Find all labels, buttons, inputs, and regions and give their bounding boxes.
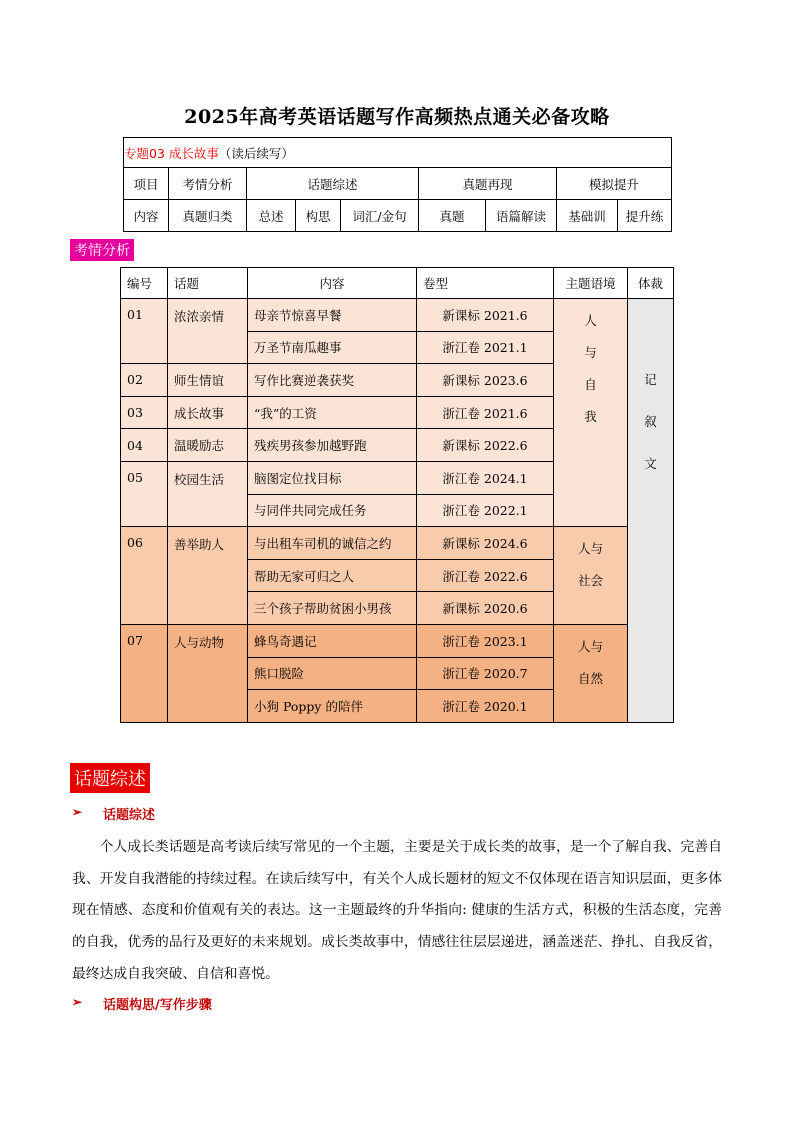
context-line: 人与 xyxy=(577,541,603,557)
context-nature xyxy=(554,624,628,722)
header-cell: 基础训 xyxy=(557,200,618,232)
exam-cell: 浙江卷 2023.1 xyxy=(417,624,554,657)
col-header: 主题语境 xyxy=(554,268,628,299)
content-cell: 熊口脱险 xyxy=(248,657,417,690)
genre-char: 记 xyxy=(644,372,657,387)
topic-name: 善举助人 xyxy=(168,527,248,625)
context-char: 与 xyxy=(584,345,597,360)
col-header: 卷型 xyxy=(417,268,554,299)
exam-cell: 新课标 2020.6 xyxy=(417,592,554,625)
content-cell: 脑图定位找目标 xyxy=(248,461,417,494)
genre-char: 叙 xyxy=(644,414,657,429)
header-cell: 项目 xyxy=(124,168,169,200)
context-char: 自 xyxy=(584,377,597,392)
context-self xyxy=(554,299,628,527)
context-line: 自然 xyxy=(577,670,603,686)
topic-no: 05 xyxy=(121,461,168,526)
header-cell: 真题归类 xyxy=(169,200,247,232)
header-cell: 总述 xyxy=(247,200,296,232)
content-cell: 帮助无家可归之人 xyxy=(248,559,417,592)
topic-name: 成长故事 xyxy=(168,396,248,429)
subheading-overview: 话题综述 xyxy=(103,808,156,823)
exam-cell: 新课标 2021.6 xyxy=(417,299,554,332)
arrow-bullet-icon: ➢ xyxy=(72,995,83,1009)
topic-no: 02 xyxy=(121,364,168,397)
header-cell: 提升练 xyxy=(618,200,672,232)
exam-cell: 浙江卷 2020.7 xyxy=(417,657,554,690)
exam-cell: 浙江卷 2021.6 xyxy=(417,396,554,429)
topic-no: 07 xyxy=(121,624,168,722)
content-cell: 写作比赛逆袭获奖 xyxy=(248,364,417,397)
content-cell: 与出租车司机的诚信之约 xyxy=(248,527,417,560)
topic-name: 温暖励志 xyxy=(168,429,248,462)
genre-cell xyxy=(628,299,674,723)
exam-cell: 新课标 2023.6 xyxy=(417,364,554,397)
genre-char: 文 xyxy=(644,456,657,471)
col-header: 话题 xyxy=(168,268,248,299)
topic-name: 校园生活 xyxy=(168,461,248,526)
context-char: 我 xyxy=(584,409,597,424)
page-title: 2025年高考英语话题写作高频热点通关必备攻略 xyxy=(184,106,610,128)
topic-table xyxy=(120,267,674,723)
content-cell: 母亲节惊喜早餐 xyxy=(248,299,417,332)
header-cell: 构思 xyxy=(296,200,341,232)
section-tag-overview: 话题综述 xyxy=(70,763,150,793)
topic-name: 人与动物 xyxy=(168,624,248,722)
topic-no: 03 xyxy=(121,396,168,429)
exam-cell: 新课标 2024.6 xyxy=(417,527,554,560)
header-cell: 考情分析 xyxy=(169,168,247,200)
context-society xyxy=(554,527,628,625)
exam-cell: 浙江卷 2021.1 xyxy=(417,331,554,364)
exam-cell: 浙江卷 2020.1 xyxy=(417,690,554,723)
col-header: 编号 xyxy=(121,268,168,299)
topic-suffix: （读后续写） xyxy=(218,145,294,161)
exam-cell: 浙江卷 2024.1 xyxy=(417,461,554,494)
arrow-bullet-icon: ➢ xyxy=(72,805,83,819)
topic-no: 04 xyxy=(121,429,168,462)
header-cell: 词汇/金句 xyxy=(341,200,419,232)
topic-label: 专题03 成长故事 xyxy=(124,145,219,161)
section-tag-analysis: 考情分析 xyxy=(70,239,134,261)
exam-cell: 浙江卷 2022.6 xyxy=(417,559,554,592)
exam-cell: 浙江卷 2022.1 xyxy=(417,494,554,527)
context-line: 社会 xyxy=(577,573,603,589)
topic-name: 师生情谊 xyxy=(168,364,248,397)
header-cell: 语篇解读 xyxy=(486,200,557,232)
header-cell: 真题再现 xyxy=(419,168,557,200)
topic-no: 01 xyxy=(121,299,168,364)
topic-name: 浓浓亲情 xyxy=(168,299,248,364)
content-cell: 蜂鸟奇遇记 xyxy=(248,624,417,657)
content-cell: 残疾男孩参加越野跑 xyxy=(248,429,417,462)
subheading-writing-steps: 话题构思/写作步骤 xyxy=(103,998,212,1013)
overview-paragraph: 个人成长类话题是高考读后续写常见的一个主题，主要是关于成长类的故事，是一个了解自我、完善自我、开发自我潜能的持续过程。在读后续写中，有关个人成长题材的短文不仅体现在语言知识层面，更多体现在情感、态度和价值观有关的表达。这一主题最终的升华指向: 健康的生活方式，积极的生活态度，完善的自我，优秀的品行及更好的未来规划。成长类故事中，情感往往层层递进，涵盖迷茫、挣扎、自我反省，最终达成自我突破、自信和喜悦。 xyxy=(72,839,722,982)
content-cell: 小狗 Poppy 的陪伴 xyxy=(248,690,417,723)
exam-cell: 新课标 2022.6 xyxy=(417,429,554,462)
content-cell: “我”的工资 xyxy=(248,396,417,429)
content-cell: 万圣节南瓜趣事 xyxy=(248,331,417,364)
topic-no: 06 xyxy=(121,527,168,625)
col-header: 体裁 xyxy=(628,268,674,299)
col-header: 内容 xyxy=(248,268,417,299)
context-line: 人与 xyxy=(577,638,603,654)
header-cell: 话题综述 xyxy=(247,168,419,200)
header-cell: 模拟提升 xyxy=(557,168,672,200)
header-cell: 内容 xyxy=(124,200,169,232)
content-cell: 与同伴共同完成任务 xyxy=(248,494,417,527)
topic-header-table xyxy=(123,137,672,232)
header-cell: 真题 xyxy=(419,200,486,232)
context-char: 人 xyxy=(584,313,597,328)
content-cell: 三个孩子帮助贫困小男孩 xyxy=(248,592,417,625)
topic-title-cell xyxy=(124,138,672,168)
